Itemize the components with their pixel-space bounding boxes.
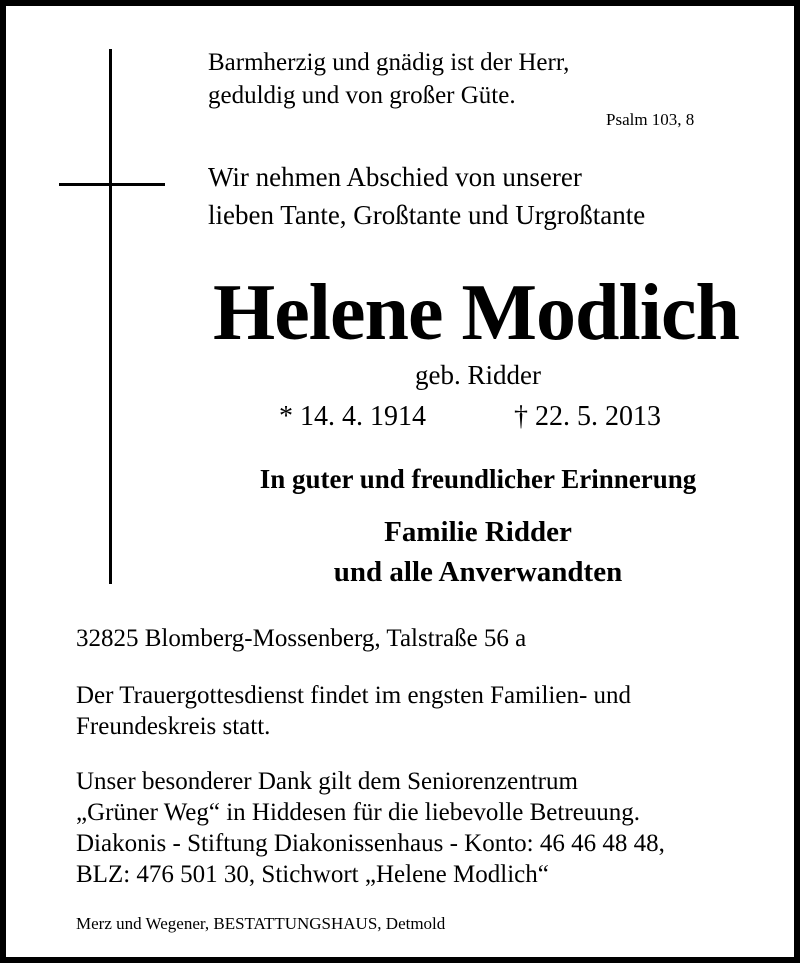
intro-line-2: lieben Tante, Großtante und Urgroßtante [208,200,646,230]
thanks-line-1: Unser besonderer Dank gilt dem Seniorenzentrum [76,768,578,795]
thanks-note [76,766,665,890]
service-line-2: Freundeskreis statt. [76,713,271,740]
memory-line: In guter und freundlicher Erinnerung [259,464,697,494]
mourners-line-1: Familie Ridder [384,516,572,548]
thanks-line-3: Diakonis - Stiftung Diakonissenhaus - Konto: 46 46 48 48, [76,830,665,857]
verse-source: Psalm 103, 8 [606,110,695,129]
death-date: † 22. 5. 2013 [514,401,661,432]
mourners-line-2: und alle Anverwandten [333,556,623,588]
intro-text [208,158,645,234]
mourners [6,512,800,592]
verse-line-1: Barmherzig und gnädig ist der Herr, [208,49,570,76]
thanks-line-4: BLZ: 476 501 30, Stichwort „Helene Modlich“ [76,861,549,888]
birth-name: geb. Ridder [415,360,541,390]
bible-verse [208,46,569,112]
deceased-name: Helene Modlich [213,269,739,357]
cross-icon-horizontal-bar [59,183,165,186]
thanks-line-2: „Grüner Weg“ in Hiddesen für die liebevolle Betreuung. [76,799,641,826]
birth-date: * 14. 4. 1914 [279,401,426,432]
service-line-1: Der Trauergottesdienst findet im engsten Familien- und [76,682,632,709]
funeral-service-note [76,680,631,742]
undertaker: Merz und Wegener, BESTATTUNGSHAUS, Detmold [76,914,446,933]
verse-line-2: geduldig und von großer Güte. [208,82,516,109]
address: 32825 Blomberg-Mossenberg, Talstraße 56 a [76,625,527,652]
intro-line-1: Wir nehmen Abschied von unserer [208,162,582,192]
